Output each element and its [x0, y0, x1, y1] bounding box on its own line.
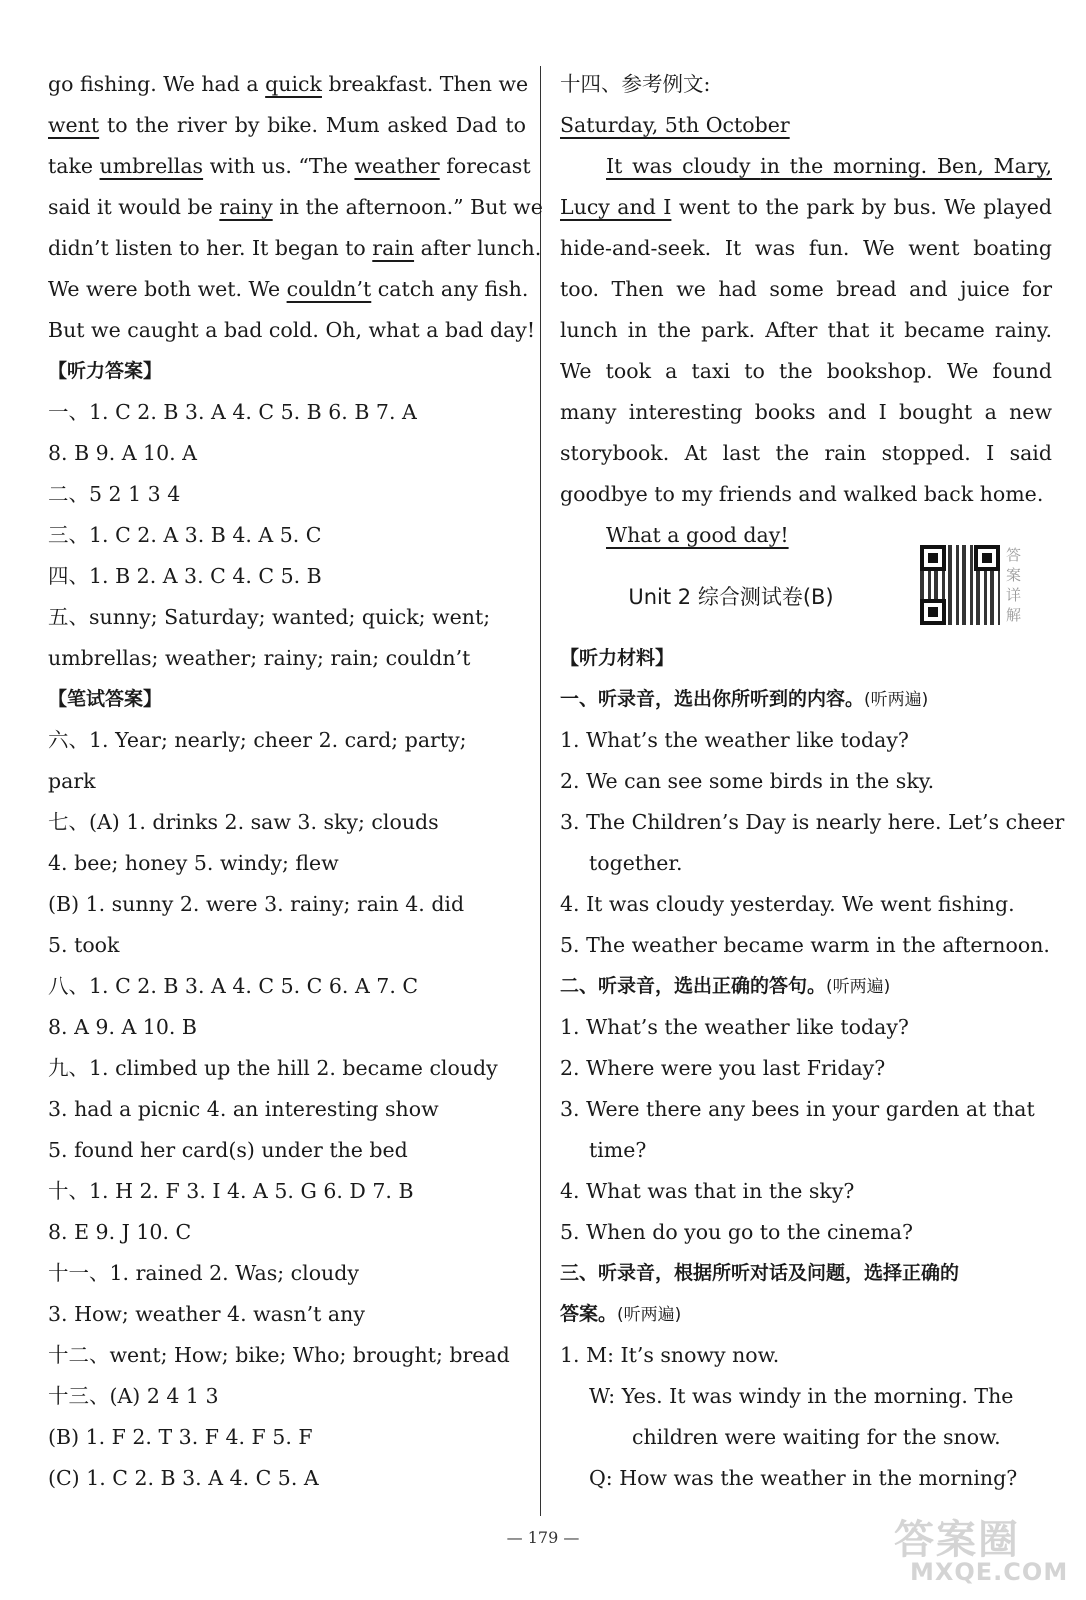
answer-line: umbrellas; weather; rainy; rain; couldn’t [48, 646, 471, 670]
essay-line: many interesting books and I bought a new [560, 400, 1052, 424]
answer-line: 一、1. C 2. B 3. A 4. C 5. B 6. B 7. A [48, 400, 417, 424]
essay-line: hide-and-seek. It was fun. We went boating [560, 236, 1052, 260]
answer-line: 8. B 9. A 10. A [48, 441, 197, 465]
dialog-line: children were waiting for the snow. [632, 1425, 1001, 1449]
section-3-title: 三、听录音，根据所听对话及问题，选择正确的 [560, 1262, 960, 1284]
column-divider [540, 66, 541, 1516]
answer-line: 5. found her card(s) under the bed [48, 1138, 408, 1162]
answer-line: 八、1. C 2. B 3. A 4. C 5. C 6. A 7. C [48, 974, 419, 998]
unit-title: Unit 2 综合测试卷(B) [628, 585, 834, 609]
answer-line: (B) 1. sunny 2. were 3. rainy; rain 4. did [48, 892, 465, 916]
right-column [560, 64, 1065, 1499]
answer-line: 8. E 9. J 10. C [48, 1220, 192, 1244]
watermark-url: MXQE.COM [910, 1558, 1069, 1586]
answer-line: 二、5 2 1 3 4 [48, 482, 181, 506]
dialog-line: Q: How was the weather in the morning? [589, 1466, 1018, 1490]
list-item: 1. What’s the weather like today? [560, 1015, 909, 1039]
answer-line: 十、1. H 2. F 3. I 4. A 5. G 6. D 7. B [48, 1179, 414, 1203]
passage-line-5: didn’t listen to her. It began to rain after lunch. [48, 236, 542, 260]
passage-line-2: went to the river by bike. Mum asked Dad to [48, 113, 526, 137]
list-item: 3. Were there any bees in your garden at that [560, 1097, 1035, 1121]
list-item-continued: time? [589, 1138, 647, 1162]
passage-line-7: But we caught a bad cold. Oh, what a bad day! [48, 318, 536, 342]
essay-line: It was cloudy in the morning. Ben, Mary, [606, 154, 1052, 178]
answer-line: 十三、(A) 2 4 1 3 [48, 1384, 219, 1408]
essay-closing: What a good day! [606, 523, 789, 547]
list-item: 1. What’s the weather like today? [560, 728, 909, 752]
answer-line: 十二、went; How; bike; Who; brought; bread [48, 1343, 510, 1367]
watermark [880, 1508, 1070, 1594]
watermark-logo: 答案圈 [894, 1517, 1020, 1563]
answer-line: (C) 1. C 2. B 3. A 4. C 5. A [48, 1466, 319, 1490]
essay-line: too. Then we had some bread and juice for [560, 277, 1052, 301]
answer-line: 六、1. Year; nearly; cheer 2. card; party; [48, 728, 467, 752]
answer-line: 4. bee; honey 5. windy; flew [48, 851, 339, 875]
answer-line: 七、(A) 1. drinks 2. saw 3. sky; clouds [48, 810, 439, 834]
answer-line: 8. A 9. A 10. B [48, 1015, 197, 1039]
passage-line-4: said it would be rainy in the afternoon.” But we [48, 195, 543, 219]
answer-line: (B) 1. F 2. T 3. F 4. F 5. F [48, 1425, 313, 1449]
list-item: 5. The weather became warm in the afternoon. [560, 933, 1050, 957]
listening-material-header: 【听力材料】 [560, 647, 675, 669]
qr-code-corners [920, 545, 1000, 625]
dialog-line: 1. M: It’s snowy now. [560, 1343, 780, 1367]
answer-line: 三、1. C 2. A 3. B 4. A 5. C [48, 523, 322, 547]
essay-line: Lucy and I went to the park by bus. We played [560, 195, 1052, 219]
essay-line: lunch in the park. After that it became rainy. [560, 318, 1052, 342]
answer-line: 3. had a picnic 4. an interesting show [48, 1097, 439, 1121]
passage-line-1: go fishing. We had a quick breakfast. Then we [48, 72, 529, 96]
section-1-title: 一、听录音，选出你所听到的内容。(听两遍) [560, 688, 929, 710]
list-item: 4. What was that in the sky? [560, 1179, 855, 1203]
answer-line: park [48, 769, 96, 793]
list-item: 4. It was cloudy yesterday. We went fishing. [560, 892, 1015, 916]
answer-line: 九、1. climbed up the hill 2. became cloudy [48, 1056, 498, 1080]
essay-line: goodbye to my friends and walked back home. [560, 482, 1044, 506]
left-column [48, 64, 543, 1499]
answer-line: 四、1. B 2. A 3. C 4. C 5. B [48, 564, 322, 588]
list-item: 2. We can see some birds in the sky. [560, 769, 935, 793]
page-number: — 179 — [506, 1528, 580, 1547]
qr-side-label: 答案详解 [1006, 546, 1022, 624]
answer-line: 5. took [48, 933, 120, 957]
list-item-continued: together. [589, 851, 683, 875]
section-2-title: 二、听录音，选出正确的答句。(听两遍) [560, 975, 891, 997]
answer-line: 五、sunny; Saturday; wanted; quick; went; [48, 605, 491, 629]
passage-line-6: We were both wet. We couldn’t catch any fish. [48, 277, 529, 301]
section-3-title-cont: 答案。(听两遍) [560, 1303, 682, 1325]
list-item: 5. When do you go to the cinema? [560, 1220, 914, 1244]
answer-line: 3. How; weather 4. wasn’t any [48, 1302, 365, 1326]
passage-line-3: take umbrellas with us. “The weather forecast [48, 154, 531, 178]
answer-line: 十一、1. rained 2. Was; cloudy [48, 1261, 359, 1285]
essay-line: storybook. At last the rain stopped. I said [560, 441, 1052, 465]
essay-date: Saturday, 5th October [560, 113, 790, 137]
listening-answers-header: 【听力答案】 [48, 360, 163, 382]
list-item: 3. The Children’s Day is nearly here. Let’s cheer [560, 810, 1065, 834]
essay-header: 十四、参考例文: [560, 72, 711, 96]
written-answers-header: 【笔试答案】 [48, 688, 163, 710]
dialog-line: W: Yes. It was windy in the morning. The [589, 1384, 1014, 1408]
list-item: 2. Where were you last Friday? [560, 1056, 886, 1080]
essay-line: We took a taxi to the bookshop. We found [560, 359, 1052, 383]
